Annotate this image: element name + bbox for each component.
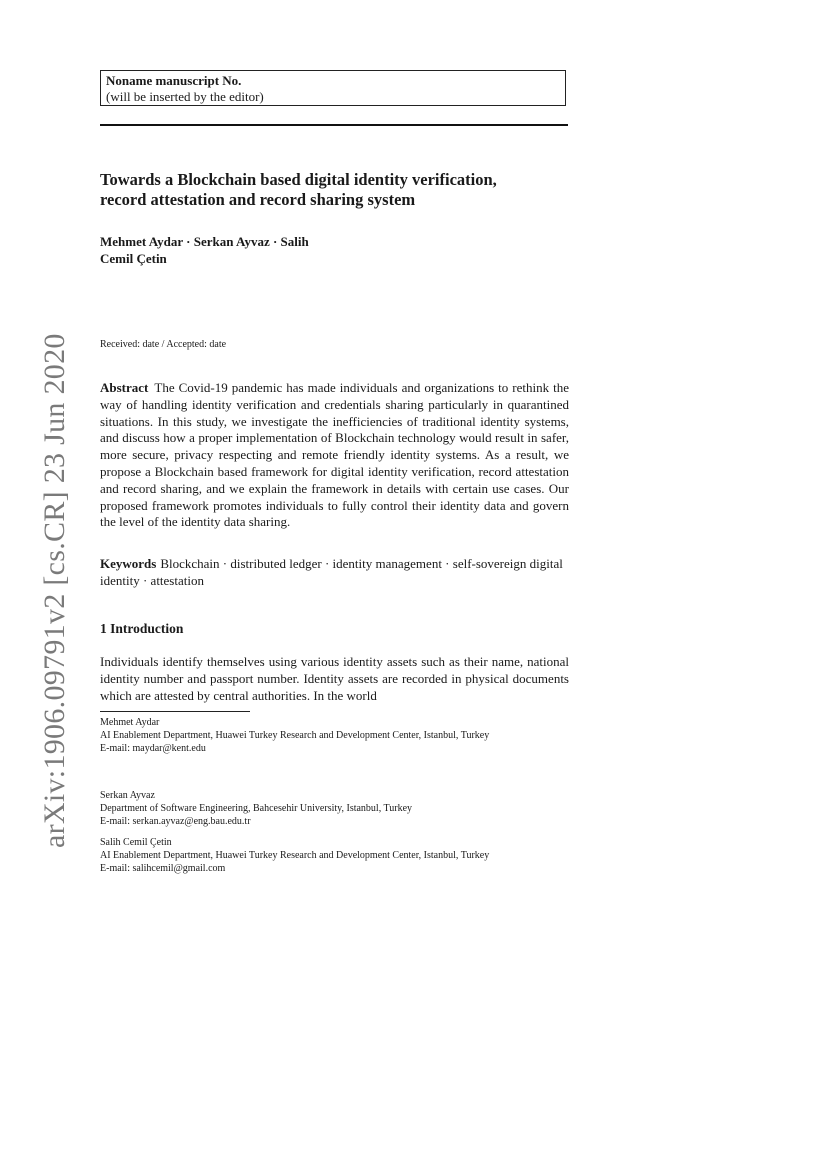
affiliation-cetin (100, 836, 569, 875)
section-heading-introduction: 1 Introduction (100, 621, 184, 636)
abstract (100, 380, 569, 531)
paper-title-line-2: record attestation and record sharing system (100, 190, 416, 209)
footnote-rule (100, 711, 250, 712)
keywords-label: Keywords (100, 556, 157, 571)
manuscript-number-box (100, 70, 566, 106)
affiliation-name: Mehmet Aydar (100, 717, 160, 728)
affiliation-email: E-mail: serkan.ayvaz@eng.bau.edu.tr (100, 816, 251, 827)
affiliation-department: AI Enablement Department, Huawei Turkey Research and Development Center, Istanbul, Turkey (100, 850, 490, 861)
abstract-text: The Covid-19 pandemic has made individuals and organizations to rethink the way of handling identity verification and credentials sharing particularly in quarantined situations. In this study, we investigate the inefficiencies of traditional identity systems, and discuss how a proper implementation of Blockchain technology would result in safer, more secure, privacy respecting and remote friendly identity systems. As a result, we propose a Blockchain based framework for digital identity verification, record attestation and record sharing, and we explain the framework in details with certain use cases. Our proposed framework promotes individuals to fully control their identity data and govern the level of the identity data sharing. (100, 380, 569, 530)
author-list-line-2: Cemil Çetin (100, 251, 167, 266)
author-list-line-1: Mehmet Aydar · Serkan Ayvaz · Salih (100, 234, 309, 249)
abstract-label: Abstract (100, 380, 149, 395)
introduction-paragraph: Individuals identify themselves using various identity assets such as their name, national identity number and passport number. Identity assets are recorded in physical documents which are attested by central authorities. In the world (100, 654, 569, 703)
manuscript-title: Noname manuscript No. (106, 73, 242, 88)
paper-title-line-1: Towards a Blockchain based digital identity verification, (100, 170, 497, 189)
header-rule (100, 124, 568, 126)
affiliation-email: E-mail: maydar@kent.edu (100, 743, 206, 754)
keywords-text: Blockchain · distributed ledger · identity management · self-sovereign digital identity · attestation (100, 556, 563, 588)
affiliation-aydar (100, 716, 569, 755)
affiliation-ayvaz (100, 789, 569, 828)
affiliation-department: AI Enablement Department, Huawei Turkey Research and Development Center, Istanbul, Turkey (100, 730, 490, 741)
keywords (100, 556, 569, 589)
affiliation-name: Salih Cemil Çetin (100, 837, 172, 848)
received-accepted-dates: Received: date / Accepted: date (100, 339, 227, 350)
affiliation-email: E-mail: salihcemil@gmail.com (100, 863, 226, 874)
arxiv-identifier-stamp: arXiv:1906.09791v2 [cs.CR] 23 Jun 2020 (38, 333, 71, 848)
manuscript-subtitle: (will be inserted by the editor) (106, 89, 264, 104)
affiliation-department: Department of Software Engineering, Bahcesehir University, Istanbul, Turkey (100, 803, 413, 814)
affiliation-name: Serkan Ayvaz (100, 790, 155, 801)
author-list (100, 233, 420, 267)
paper-title (100, 170, 570, 210)
